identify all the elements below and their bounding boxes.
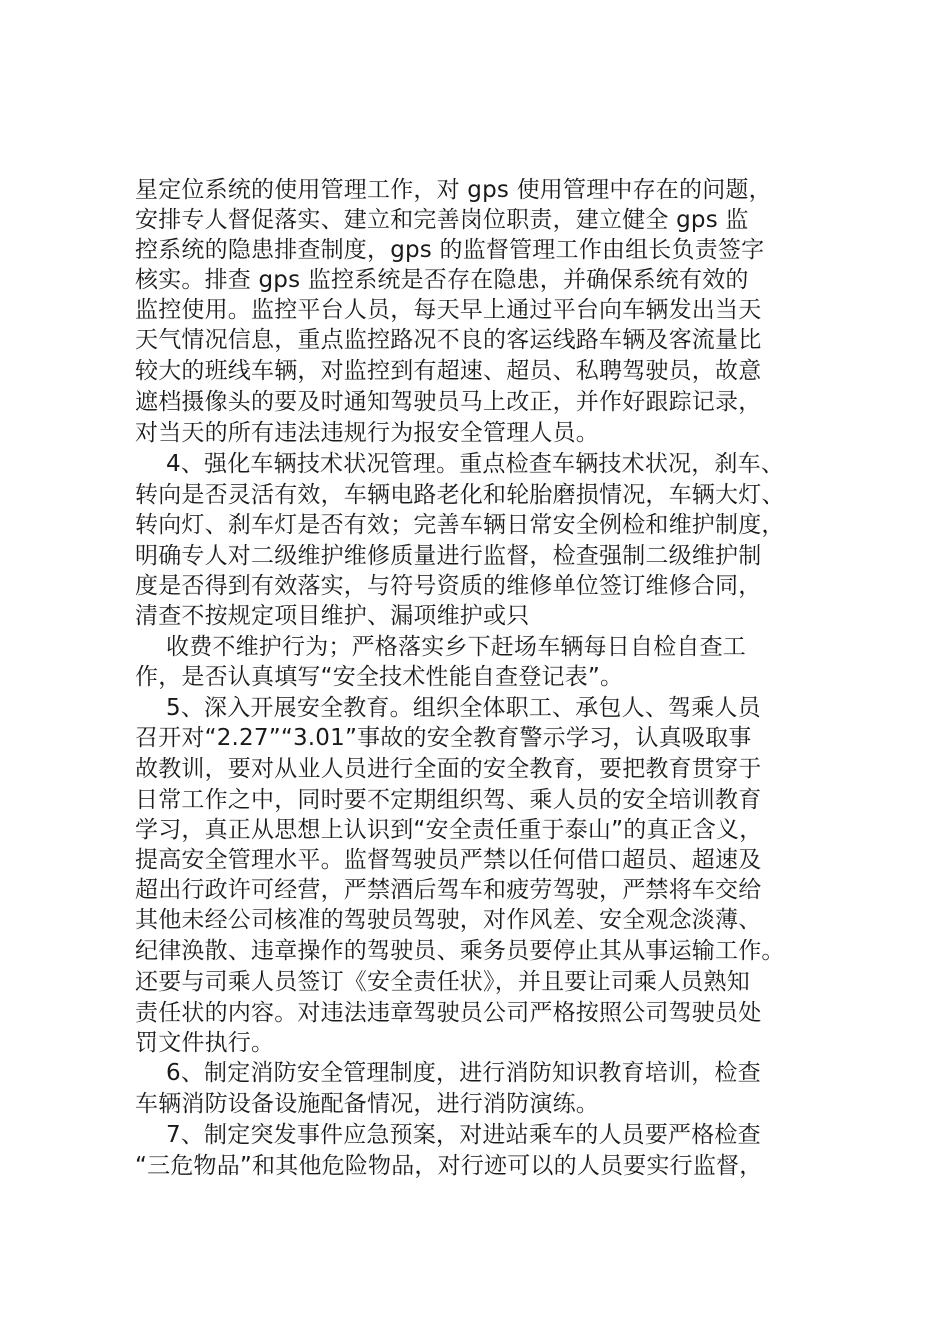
text-line: 对当天的所有违法违规行为报安全管理人员。	[135, 420, 599, 446]
text-line: 车辆消防设备设施配备情况，进行消防演练。	[135, 1091, 599, 1117]
text-line: 度是否得到有效落实，与符号资质的维修单位签订维修合同，	[135, 573, 762, 599]
paragraph-5-start: 5、深入开展安全教育。组织全体职工、承包人、驾乘人员	[166, 695, 761, 721]
paragraph-7-start: 7、制定突发事件应急预案，对进站乘车的人员要严格检查	[166, 1122, 761, 1148]
text-line: 核实。排查 gps 监控系统是否存在隐患，并确保系统有效的	[135, 267, 749, 293]
text-line: 罚文件执行。	[135, 1030, 275, 1056]
paragraph-4-start: 4、强化车辆技术状况管理。重点检查车辆技术状况，刹车、	[166, 451, 785, 477]
text-line: 安排专人督促落实、建立和完善岗位职责，建立健全 gps 监	[135, 207, 749, 233]
paragraph-continuation-start: 收费不维护行为；严格落实乡下赶场车辆每日自检自查工	[166, 634, 746, 660]
text-line: 提高安全管理水平。监督驾驶员严禁以任何借口超员、超速及	[135, 847, 762, 873]
text-line: 星定位系统的使用管理工作，对 gps 使用管理中存在的问题，	[135, 177, 772, 203]
text-line: 转向是否灵活有效，车辆电路老化和轮胎磨损情况，车辆大灯、	[135, 482, 785, 508]
text-line: 明确专人对二级维护维修质量进行监督，检查强制二级维护制	[135, 543, 762, 569]
text-line: 责任状的内容。对违法违章驾驶员公司严格按照公司驾驶员处	[135, 1000, 762, 1026]
text-line: 纪律涣散、违章操作的驾驶员、乘务员要停止其从事运输工作。	[135, 938, 785, 964]
text-line: 清查不按规定项目维护、漏项维护或只	[135, 603, 530, 629]
text-line: 还要与司乘人员签订《安全责任状》，并且要让司乘人员熟知	[135, 969, 750, 995]
text-line: 控系统的隐患排查制度，gps 的监督管理工作由组长负责签字	[135, 237, 765, 263]
text-line: 天气情况信息，重点监控路况不良的客运线路车辆及客流量比	[135, 327, 762, 353]
text-line: 监控使用。监控平台人员，每天早上通过平台向车辆发出当天	[135, 297, 762, 323]
text-line: 转向灯、刹车灯是否有效；完善车辆日常安全例检和维护制度，	[135, 512, 785, 538]
text-line: 召开对“2.27”“3.01”事故的安全教育警示学习，认真吸取事	[135, 725, 752, 751]
text-line: 故教训，要对从业人员进行全面的安全教育，要把教育贯穿于	[135, 756, 762, 782]
text-line: 作，是否认真填写“安全技术性能自查登记表”。	[135, 664, 624, 690]
text-line: 较大的班线车辆，对监控到有超速、超员、私聘驾驶员，故意	[135, 358, 762, 384]
paragraph-6-start: 6、制定消防安全管理制度，进行消防知识教育培训，检查	[166, 1060, 761, 1086]
text-line: 学习，真正从思想上认识到“安全责任重于泰山”的真正含义，	[135, 817, 763, 843]
text-line: “三危物品”和其他危险物品，对行迹可以的人员要实行监督，	[135, 1153, 763, 1179]
text-line: 超出行政许可经营，严禁酒后驾车和疲劳驾驶，严禁将车交给	[135, 877, 762, 903]
text-line: 遮档摄像头的要及时通知驾驶员马上改正，并作好跟踪记录，	[135, 389, 762, 415]
text-line: 其他未经公司核准的驾驶员驾驶，对作风差、安全观念淡薄、	[135, 907, 762, 933]
text-line: 日常工作之中，同时要不定期组织驾、乘人员的安全培训教育	[135, 787, 762, 813]
